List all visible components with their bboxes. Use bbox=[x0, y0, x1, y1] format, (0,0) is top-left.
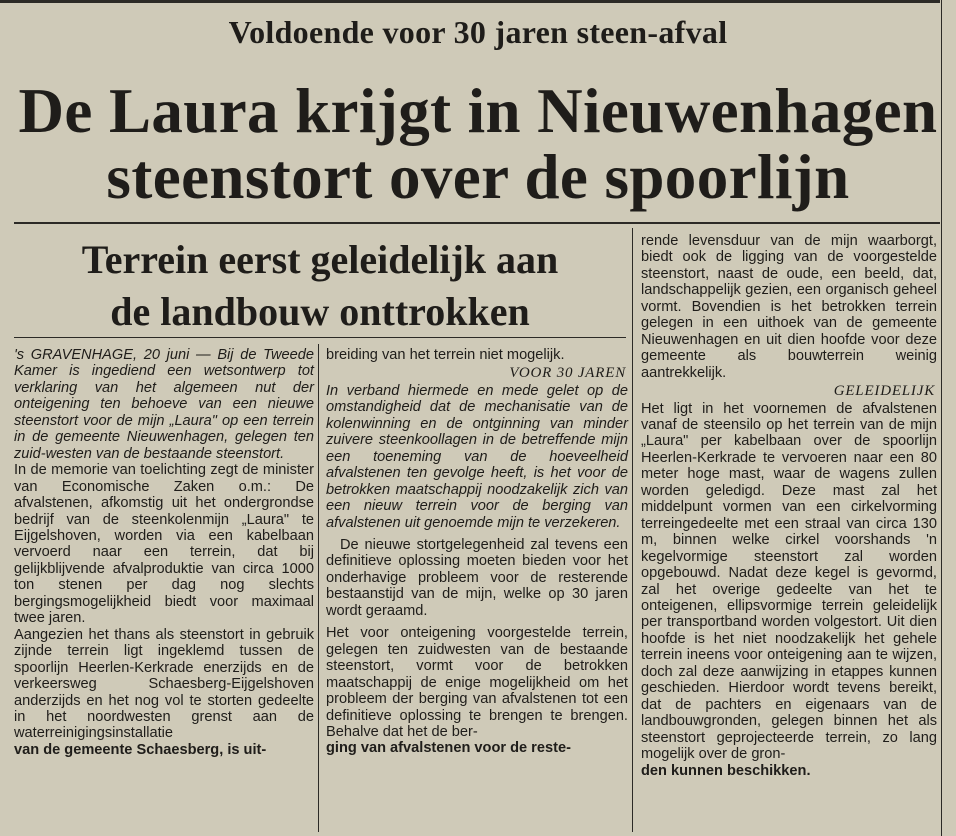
subhead-line-1: Terrein eerst geleidelijk aan bbox=[81, 237, 559, 282]
body-paragraph: Het voor onteigening voorgestelde terrein, gelegen ten zuidwesten van de bestaande steenstort, vormt voor de betrokken maatschappij de enige mogelijkheid om het probleem der berging van afvalstenen tot een definitieve oplossing te brengen te brengen. Behalve dat het de ber- bbox=[326, 625, 628, 740]
column-rule-1 bbox=[318, 344, 319, 832]
column-rule-2 bbox=[632, 228, 633, 832]
article-column-1 bbox=[14, 347, 314, 758]
subheadline bbox=[20, 234, 620, 338]
main-headline bbox=[0, 78, 956, 210]
body-line-bold: den kunnen beschikken. bbox=[641, 762, 811, 779]
body-paragraph: rende levensduur van de mijn waarborgt, biedt ook de ligging van de voorgestelde steenstort, naast de oude, een beeld, dat, landschappelijk gezien, een organisch geheel vormt. Bovendien is het betrokken terrein gelegen in een uithoek van de gemeente Nieuwenhagen en uit dien hoofde voor deze gemeente als bouwterrein weinig aantrekkelijk. bbox=[641, 233, 937, 381]
headline-rule bbox=[14, 222, 940, 224]
body-paragraph: De nieuwe stortgelegenheid zal tevens een definitieve oplossing moeten bieden voor het onderhavige probleem voor de resterende bestaanstijd van de mijn, welke op 30 jaren wordt geraamd. bbox=[326, 536, 628, 619]
body-line-bold: ging van afvalstenen voor de reste- bbox=[326, 740, 571, 757]
subhead-rule bbox=[14, 337, 626, 338]
article-column-2 bbox=[326, 347, 628, 757]
top-rule bbox=[0, 0, 940, 3]
section-heading: VOOR 30 JAREN bbox=[509, 365, 626, 382]
headline-line-1: De Laura krijgt in Nieuwenhagen bbox=[18, 76, 938, 146]
body-paragraph: In de memorie van toelichting zegt de minister van Economische Zaken o.m.: De afvalstenen, afkomstig uit het ondergrondse bedrijf van de steenkolenmijn „Laura" te Eijgelshoven, worden via een kabelbaan vervoerd naar een terrein, dat bij gelijkblijvende afvalproduktie van circa 1000 ton stenen per dag nog slechts bergingsmogelijkheid biedt voor maximaal twee jaren. bbox=[14, 462, 314, 627]
body-paragraph: breiding van het terrein niet mogelijk. bbox=[326, 347, 565, 363]
headline-line-2: steenstort over de spoorlijn bbox=[106, 142, 850, 212]
kicker-headline: Voldoende voor 30 jaren steen-afval bbox=[228, 14, 728, 50]
body-paragraph: Aangezien het thans als steenstort in gebruik zijnde terrein ligt ingeklemd tussen de spoorlijn Heerlen-Kerkrade enerzijds en de verkeersweg Schaesberg-Eijgelshoven anderzijds en het nog vol te storten gedeelte in het noordwesten grenst aan de waterreinigingsinstallatie bbox=[14, 626, 314, 742]
body-paragraph: Het ligt in het voornemen de afvalstenen vanaf de steensilo op het terrein van de mijn „Laura" per kabelbaan over de spoorlijn Heerlen-Kerkrade te vervoeren naar een 80 meter hoge mast, waar de wagens zullen worden geledigd. Deze mast zal het middelpunt vormen van een cirkelvorming terreingedeelte met een straal van circa 130 m, binnen welke cirkel voorshands 'n kegelvormige steenstort zal worden opgebouwd. Nadat deze kegel is gevormd, zal het overige gedeelte van het te onteigenen, ellipsvormige terrein geleidelijk per transportband worden volgestort. Uit dien hoofde is het niet noodzakelijk het gehele terrein ineens voor onteigening aan te wijzen, doch zal deze aanwijzing in etappes kunnen geschieden. Hierdoor wordt tevens bereikt, dat de pachters en eigenaars van de landbouwgronden, gelegen binnen het als steenstort geprojecteerde terrein, zo lang mogelijk over de gron- bbox=[641, 400, 937, 763]
article-column-3 bbox=[641, 233, 937, 779]
body-paragraph: In verband hiermede en mede gelet op de omstandigheid dat de mechanisatie van de kolenwinning en de ontginning van minder zuivere steenkoollagen in de betreffende mijn een toeneming van de hoeveelheid afvalstenen ten gevolge heeft, is het voor de betrokken maatschappij noodzakelijk zich van een nieuw terrein voor de berging van afvalstenen uit genoemde mijn te verzekeren. bbox=[326, 382, 628, 531]
right-edge-rule bbox=[941, 0, 942, 836]
lead-paragraph: 's GRAVENHAGE, 20 juni — Bij de Tweede Kamer is ingediend een wetsontwerp tot verklaring van het algemeen nut der onteigening ten behoeve van een nieuwe steenstort voor de mijn „Laura" op een terrein in de gemeente Nieuwenhagen, gelegen ten zuid-westen van de bestaande steenstort. bbox=[14, 347, 314, 462]
section-heading: GELEIDELIJK bbox=[833, 383, 935, 400]
subhead-line-2: de landbouw onttrokken bbox=[110, 289, 530, 334]
body-line-bold: van de gemeente Schaesberg, is uit- bbox=[14, 741, 267, 758]
